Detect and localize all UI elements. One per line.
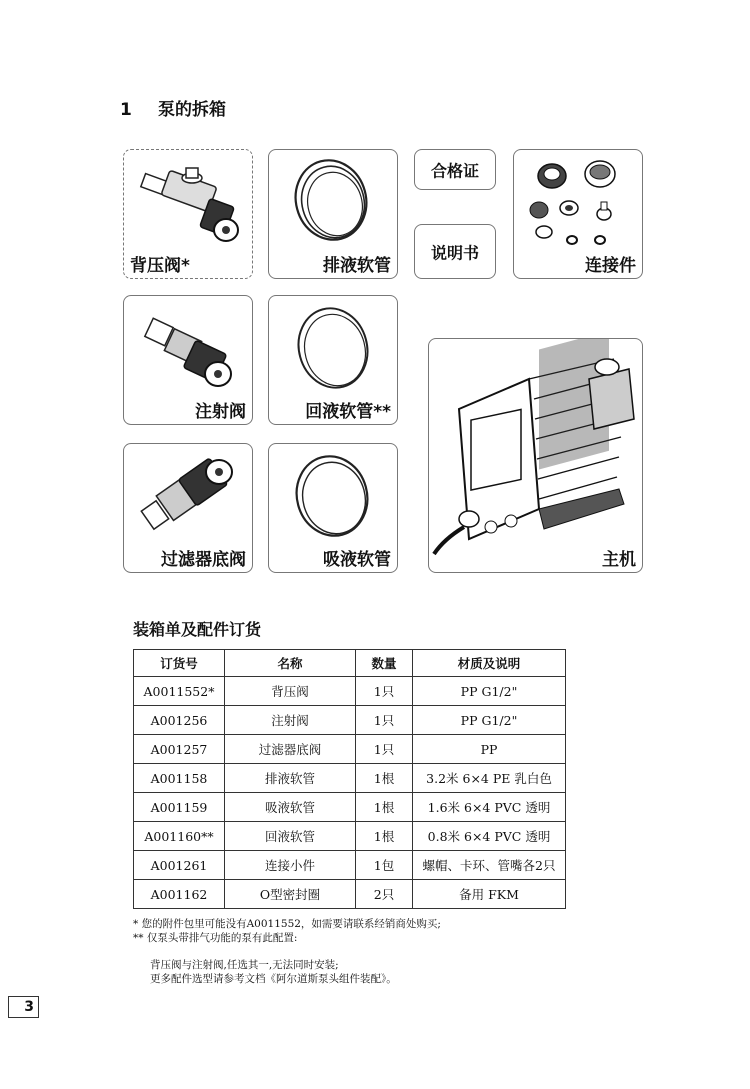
card-discharge-hose	[268, 149, 398, 279]
cell-quantity: 1根	[356, 793, 413, 822]
cell-order-no: A001256	[134, 706, 225, 735]
cell-order-no: A001159	[134, 793, 225, 822]
col-order-no: 订货号	[134, 650, 225, 677]
footnote-2: ** 仅泵头带排气功能的泵有此配置:	[133, 932, 298, 944]
cell-name: 吸液软管	[225, 793, 356, 822]
cell-name: 过滤器底阀	[225, 735, 356, 764]
connectors-label: 连接件	[585, 256, 636, 276]
cell-name: 回液软管	[225, 822, 356, 851]
col-material: 材质及说明	[413, 650, 566, 677]
cell-quantity: 1只	[356, 735, 413, 764]
injection-valve-label: 注射阀	[195, 402, 246, 422]
cell-order-no: A001162	[134, 880, 225, 909]
card-foot-valve	[123, 443, 253, 573]
table-row	[134, 706, 566, 735]
table-row	[134, 880, 566, 909]
cell-name: 注射阀	[225, 706, 356, 735]
cell-material: PP G1/2"	[413, 677, 566, 706]
parts-table	[133, 649, 566, 909]
cell-order-no: A001158	[134, 764, 225, 793]
cell-quantity: 1根	[356, 764, 413, 793]
card-main-unit	[428, 338, 643, 573]
cell-order-no: A001261	[134, 851, 225, 880]
cell-order-no: A001160**	[134, 822, 225, 851]
section-number: 1	[120, 100, 132, 120]
table-row	[134, 735, 566, 764]
table-row	[134, 822, 566, 851]
section-title-text: 泵的拆箱	[158, 100, 226, 120]
pump-main-unit-illustration	[429, 339, 644, 574]
page-number: 3	[8, 996, 39, 1018]
note-line-1: 背压阀与注射阀,任选其一,无法同时安装;	[150, 959, 339, 971]
table-row	[134, 764, 566, 793]
cell-material: PP	[413, 735, 566, 764]
cell-material: 螺帽、卡环、管嘴各2只	[413, 851, 566, 880]
cell-quantity: 1包	[356, 851, 413, 880]
cell-name: 背压阀	[225, 677, 356, 706]
cell-material: 0.8米 6×4 PVC 透明	[413, 822, 566, 851]
note-line-2: 更多配件选型请参考文档《阿尔道斯泵头组件装配》。	[150, 973, 397, 985]
table-row	[134, 677, 566, 706]
card-injection-valve	[123, 295, 253, 425]
table-header-row	[134, 650, 566, 677]
foot-valve-label: 过滤器底阀	[161, 550, 246, 570]
cell-order-no: A0011552*	[134, 677, 225, 706]
table-row	[134, 851, 566, 880]
backpressure-valve-label: 背压阀*	[130, 256, 190, 276]
cell-quantity: 1只	[356, 677, 413, 706]
card-suction-hose	[268, 443, 398, 573]
main-unit-label: 主机	[602, 550, 636, 570]
cell-material: 3.2米 6×4 PE 乳白色	[413, 764, 566, 793]
suction-hose-label: 吸液软管	[323, 550, 391, 570]
manual-label: 说明书	[430, 243, 479, 262]
card-backpressure-valve	[123, 149, 253, 279]
cell-material: 备用 FKM	[413, 880, 566, 909]
cell-material: PP G1/2"	[413, 706, 566, 735]
cell-order-no: A001257	[134, 735, 225, 764]
cell-name: O型密封圈	[225, 880, 356, 909]
col-name: 名称	[225, 650, 356, 677]
cell-name: 排液软管	[225, 764, 356, 793]
cell-name: 连接小件	[225, 851, 356, 880]
certificate-label: 合格证	[430, 161, 479, 180]
card-connectors	[513, 149, 643, 279]
installation-notes	[150, 958, 397, 986]
cell-quantity: 2只	[356, 880, 413, 909]
footnote-1: * 您的附件包里可能没有A0011552，如需要请联系经销商处购买;	[133, 918, 441, 930]
cell-quantity: 1根	[356, 822, 413, 851]
return-hose-label: 回液软管**	[305, 402, 391, 422]
footnotes	[133, 917, 441, 945]
card-manual	[414, 224, 496, 279]
discharge-hose-label: 排液软管	[323, 256, 391, 276]
cell-quantity: 1只	[356, 706, 413, 735]
section-title	[120, 95, 226, 120]
col-quantity: 数量	[356, 650, 413, 677]
card-certificate	[414, 149, 496, 190]
card-return-hose	[268, 295, 398, 425]
table-row	[134, 793, 566, 822]
cell-material: 1.6米 6×4 PVC 透明	[413, 793, 566, 822]
parts-table-title: 装箱单及配件订货	[133, 620, 262, 639]
